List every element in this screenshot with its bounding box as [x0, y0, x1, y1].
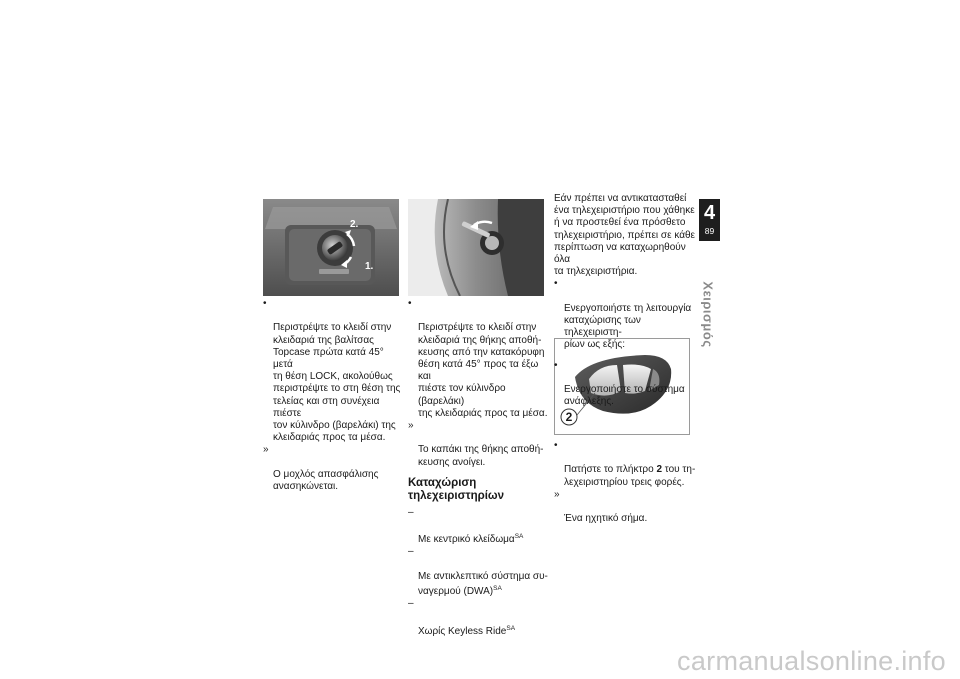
list-item — [554, 278, 696, 351]
list-item-text: Με κεντρικό κλείδωμα — [418, 534, 515, 546]
result-marker: » — [408, 420, 414, 432]
result-marker: » — [554, 488, 560, 500]
column-3 — [554, 193, 696, 408]
list-item-text: Ενεργοποιήστε τη λειτουργία καταχώρισης των τηλεχειριστη- ρίων ως εξής: — [564, 302, 692, 351]
list-item-text: Ένα ηχητικό σήμα. — [564, 513, 648, 525]
list-item-text: Χωρίς Keyless Ride — [418, 625, 507, 637]
list-item-text: Ενεργοποιήστε το σύστημα ανάφλεξης. — [564, 384, 685, 408]
topcase-lock-photo — [263, 199, 399, 296]
dash-marker: – — [408, 546, 414, 558]
topcase-lock-illustration — [263, 199, 399, 296]
sa-superscript: SA — [514, 533, 524, 541]
photo1-label-2: 2. — [350, 219, 359, 230]
bullet-marker: • — [554, 359, 558, 371]
list-item — [554, 360, 696, 409]
page-number: 89 — [704, 226, 715, 236]
chapter-title: Χειρισμός — [700, 281, 716, 348]
list-item-text: Ο μοχλός απασφάλισης ανασηκώνεται. — [273, 468, 379, 493]
list-item-text: Περιστρέψτε το κλειδί στην κλειδαριά της βαλίτσας Topcase πρώτα κατά 45° μετά τη θέση LOCK, ακολούθως περιστρέψτε το στη θέση της τελείας και στη συνέχεια πιέστε τον κύλινδρο (βαρελάκι) της κλειδαριάς προς τα μέσα. — [273, 322, 401, 444]
list-item-text: Το καπάκι της θήκης αποθή- κευσης ανοίγει. — [418, 444, 544, 468]
list-item-text: του τη- λεχειριστηρίου τρεις φορές. — [564, 464, 696, 488]
list-item — [408, 598, 550, 638]
section-heading: Καταχώριση τηλεχειριστηρίων — [408, 476, 505, 503]
storage-lock-illustration — [408, 199, 544, 296]
chapter-tab — [699, 199, 720, 241]
button-number: 2 — [656, 464, 663, 476]
bullet-marker: • — [554, 440, 558, 451]
list-item — [554, 440, 696, 489]
watermark-text: carmanualsonline.info — [677, 646, 946, 676]
list-item-text: Περιστρέψτε το κλειδί στην κλειδαριά της θήκης αποθή- κευσης από την κατακόρυφη θέση κατά 45° προς τα έξω και πιέστε τον κύλινδρο (βαρελάκι) της κλειδαριάς προς τα μέσα. — [418, 322, 548, 419]
watermark-band — [520, 646, 960, 679]
list-item — [408, 507, 550, 547]
sa-superscript: SA — [506, 624, 516, 632]
list-item — [263, 298, 405, 444]
column-2 — [408, 298, 550, 638]
list-item — [408, 420, 550, 469]
photo3-label-2: 2 — [565, 410, 573, 424]
dash-marker: – — [408, 506, 414, 518]
photo1-label-1: 1. — [365, 261, 374, 272]
bullet-marker: • — [263, 298, 267, 309]
bullet-marker: • — [554, 278, 558, 290]
result-marker: » — [263, 444, 269, 456]
intro-paragraph: Εάν πρέπει να αντικατασταθεί ένα τηλεχειριστήριο που χάθηκε ή να προστεθεί ένα πρόσθετο τηλεχειριστήριο, πρέπει σε κάθε περίπτωση να καταχωρηθούν όλα τα τηλεχειριστήρια. — [554, 193, 696, 278]
list-item — [408, 298, 550, 420]
list-item-text: Πατήστε το πλήκτρο — [564, 464, 657, 476]
list-item — [263, 444, 405, 493]
storage-lock-photo — [408, 199, 544, 296]
bullet-marker: • — [408, 298, 412, 309]
list-item — [408, 546, 550, 598]
list-item — [554, 489, 696, 526]
dash-marker: – — [408, 598, 414, 610]
sa-superscript: SA — [493, 585, 502, 593]
column-3-bottom — [554, 440, 696, 525]
chapter-number: 4 — [703, 202, 716, 224]
list-item-text: Με αντικλεπτικό σύστημα συ- ναγερμού (DWA) — [418, 570, 548, 598]
column-1 — [263, 298, 405, 493]
